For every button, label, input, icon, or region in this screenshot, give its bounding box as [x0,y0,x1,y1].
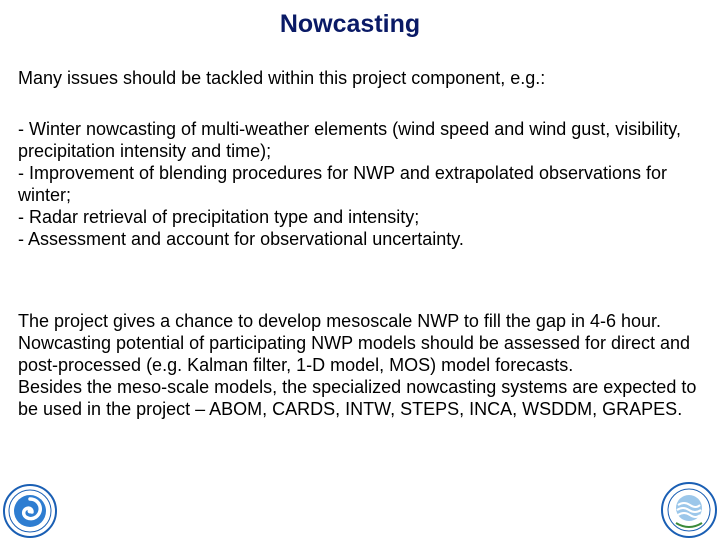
body-paragraph [18,310,713,420]
bullet-list [18,118,713,250]
intro-text: Many issues should be tackled within this project component, e.g.: [18,68,546,88]
bullet-item: - Assessment and account for observational uncertainty. [18,229,464,249]
bullet-item: - Radar retrieval of precipitation type and intensity; [18,207,420,227]
globe-emblem-icon [660,481,718,539]
bullet-item: - Improvement of blending procedures for NWP and extrapolated observations for winter; [18,163,668,205]
paragraph-line: Besides the meso-scale models, the specialized nowcasting systems are expected to be used in the project – ABOM, CARDS, INTW, STEPS, INCA, WSDDM, GRAPES. [18,377,697,419]
bullet-item: - Winter nowcasting of multi-weather elements (wind speed and wind gust, visibility, precipitation intensity and time); [18,119,681,161]
paragraph-line: The project gives a chance to develop mesoscale NWP to fill the gap in 4-6 hour. Nowcasting potential of participating NWP models should be assessed for direct and post-processed (e.g. Kalman filter, 1-D model, MOS) model forecasts. [18,311,691,375]
swirl-emblem-icon [2,483,58,539]
slide-title: Nowcasting [279,10,421,38]
